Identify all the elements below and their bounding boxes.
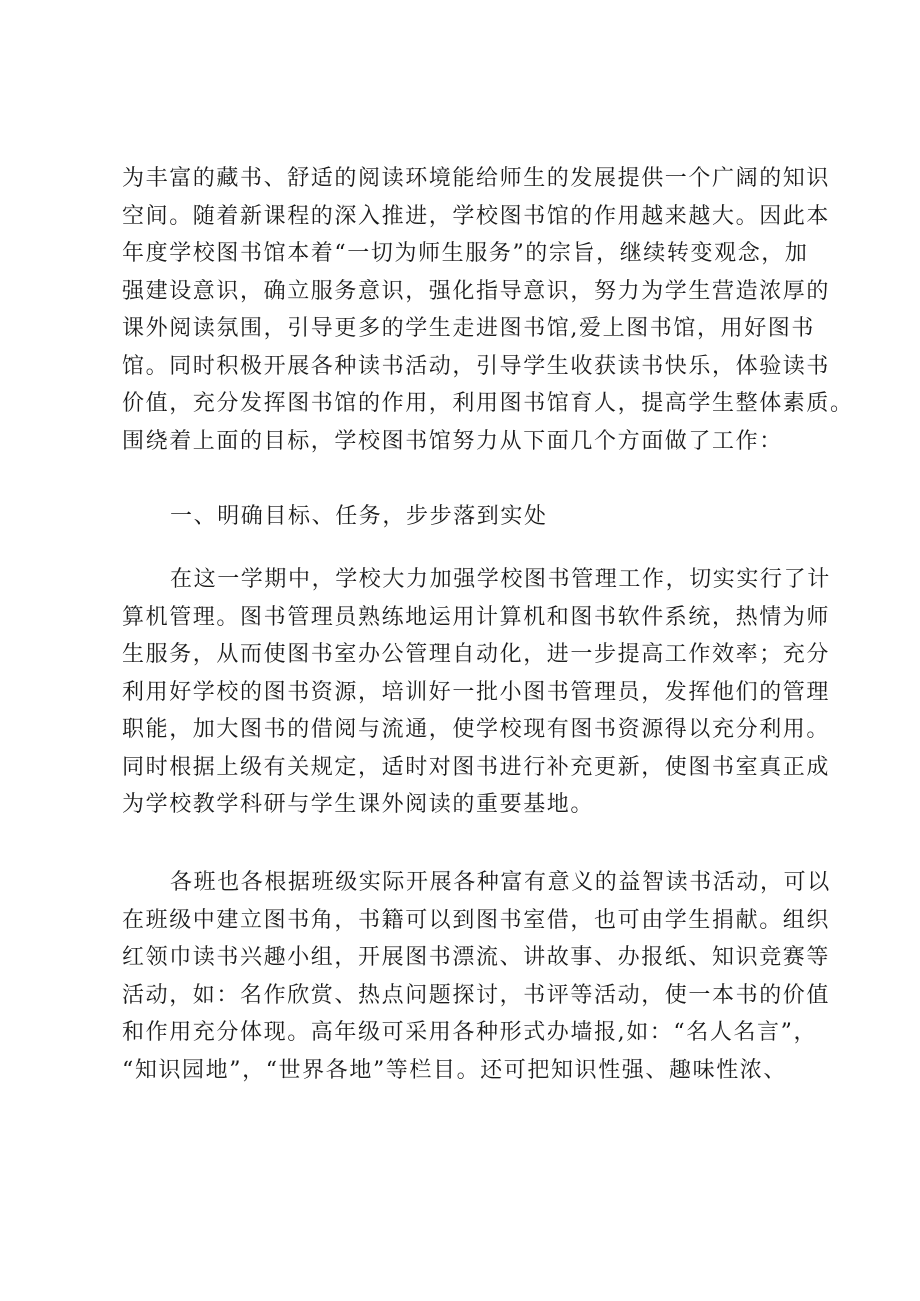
text-line: 同时根据上级有关规定，适时对图书进行补充更新，使图书室真正成 [122,754,831,780]
intro-paragraph [122,160,854,460]
paragraph-class-activities [122,864,831,1089]
text-line: 价值，充分发挥图书馆的作用，利用图书馆育人，提高学生整体素质。 [122,391,854,416]
text-line: 红领巾读书兴趣小组，开展图书漂流、讲故事、办报纸、知识竞赛等 [122,945,831,970]
text-line: 职能，加大图书的借阅与流通，使学校现有图书资源得以充分利用。 [122,717,831,742]
text-line: 馆。同时积极开展各种读书活动，引导学生收获读书快乐，体验读书 [122,353,831,379]
text-line: 课外阅读氛围，引导更多的学生走进图书馆,爱上图书馆，用好图书 [122,316,815,341]
text-line: 年度学校图书馆本着“一切为师生服务”的宗旨，继续转变观念，加 [122,241,809,266]
text-line: 为丰富的藏书、舒适的阅读环境能给师生的发展提供一个广阔的知识 [122,166,831,191]
section-heading-text: 一、明确目标、任务，步步落到实处 [170,504,548,529]
text-line: 利用好学校的图书资源，培训好一批小图书管理员，发挥他们的管理 [122,679,831,705]
text-line: 生服务，从而使图书室办公管理自动化，进一步提高工作效率；充分 [122,642,831,667]
text-line: 为学校教学科研与学生课外阅读的重要基地。 [122,792,595,817]
paragraph-management [122,561,831,824]
text-line: “知识园地”，“世界各地”等栏目。还可把知识性强、趣味性浓、 [122,1057,787,1083]
text-line: 各班也各根据班级实际开展各种富有意义的益智读书活动，可以 [170,870,831,895]
text-line: 在这一学期中，学校大力加强学校图书管理工作，切实实行了计 [170,567,831,592]
text-line: 和作用充分体现。高年级可采用各种形式办墙报,如：“名人名言”， [122,1020,818,1045]
text-line: 强建设意识，确立服务意识，强化指导意识，努力为学生营造浓厚的 [122,278,831,304]
text-line: 在班级中建立图书角，书籍可以到图书室借，也可由学生捐献。组织 [122,907,831,933]
text-line: 活动，如：名作欣赏、热点问题探讨，书评等活动，使一本书的价值 [122,982,831,1008]
text-line: 围绕着上面的目标，学校图书馆努力从下面几个方面做了工作： [122,428,783,454]
section-heading [122,498,822,536]
text-line: 算机管理。图书管理员熟练地运用计算机和图书软件系统，热情为师 [122,604,831,630]
text-line: 空间。随着新课程的深入推进，学校图书馆的作用越来越大。因此本 [122,203,831,229]
